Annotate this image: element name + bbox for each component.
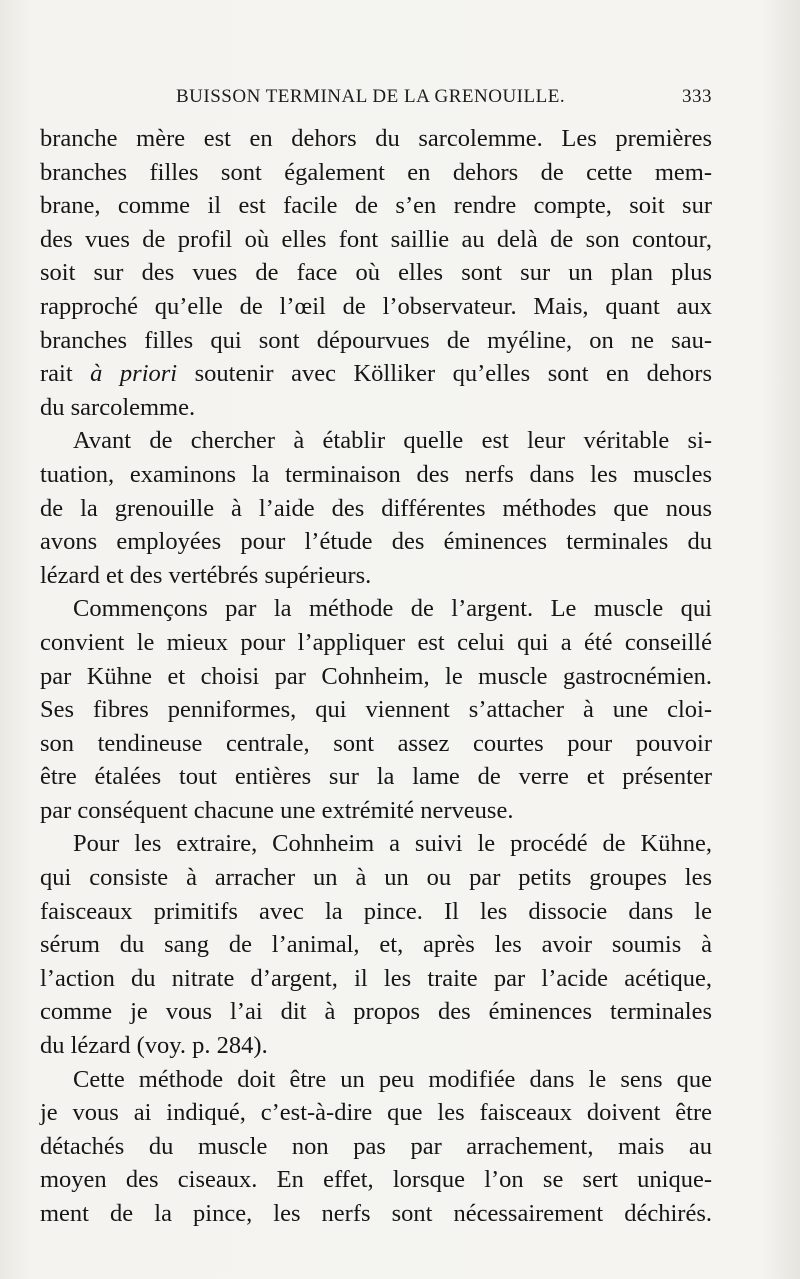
text-line: être étalées tout entières sur la lame de verre et présenter bbox=[40, 763, 712, 791]
text-line: moyen des ciseaux. En effet, lorsque l’on se sert unique- bbox=[40, 1166, 712, 1194]
text-line: rapproché qu’elle de l’œil de l’observateur. Mais, quant aux bbox=[40, 292, 712, 320]
text-line: tuation, examinons la terminaison des nerfs dans les muscles bbox=[40, 460, 712, 488]
text-line: Pour les extraire, Cohnheim a suivi le procédé de Kühne, bbox=[73, 830, 712, 858]
text-line: convient le mieux pour l’appliquer est celui qui a été conseillé bbox=[40, 628, 712, 656]
text-line: avons employées pour l’étude des éminences terminales du bbox=[40, 528, 712, 556]
italic-phrase: à priori bbox=[90, 360, 178, 388]
text-line: lézard et des vertébrés supérieurs. bbox=[40, 561, 372, 589]
text-line: qui consiste à arracher un à un ou par petits groupes les bbox=[40, 864, 712, 892]
text-line: des vues de profil où elles font saillie au delà de son contour, bbox=[40, 225, 712, 253]
text-line: branche mère est en dehors du sarcolemme. Les premières bbox=[40, 125, 712, 152]
text-line: comme je vous l’ai dit à propos des éminences terminales bbox=[40, 998, 712, 1026]
text-line: détachés du muscle non pas par arrachement, mais au bbox=[40, 1132, 712, 1160]
running-header bbox=[40, 86, 712, 116]
text-line: brane, comme il est facile de s’en rendre compte, soit sur bbox=[40, 192, 712, 220]
text-line: ment de la pince, les nerfs sont nécessairement déchirés. bbox=[40, 1200, 712, 1227]
running-title: BUISSON TERMINAL DE LA GRENOUILLE. bbox=[176, 86, 566, 107]
text-line: l’action du nitrate d’argent, il les traite par l’acide acétique, bbox=[40, 964, 712, 992]
text-line: faisceaux primitifs avec la pince. Il les dissocie dans le bbox=[40, 897, 712, 925]
text-line: je vous ai indiqué, c’est-à-dire que les faisceaux doivent être bbox=[40, 1099, 712, 1127]
text-line: son tendineuse centrale, sont assez courtes pour pouvoir bbox=[40, 729, 712, 757]
text-line: branches filles sont également en dehors de cette mem- bbox=[40, 158, 712, 186]
text-line: du lézard (voy. p. 284). bbox=[40, 1032, 268, 1060]
text-line: sérum du sang de l’animal, et, après les avoir soumis à bbox=[40, 931, 712, 959]
text-line: Ses fibres penniformes, qui viennent s’attacher à une cloi- bbox=[40, 696, 712, 724]
text-line: du sarcolemme. bbox=[40, 393, 196, 421]
body-text bbox=[40, 122, 712, 1231]
text-line: branches filles qui sont dépourvues de myéline, on ne sau- bbox=[40, 326, 712, 354]
text-line: Cette méthode doit être un peu modifiée dans le sens que bbox=[73, 1065, 712, 1093]
text-line: rait à priori soutenir avec Kölliker qu’elles sont en dehors bbox=[40, 360, 712, 388]
text-line: Commençons par la méthode de l’argent. Le muscle qui bbox=[73, 595, 712, 623]
text-line: de la grenouille à l’aide des différentes méthodes que nous bbox=[40, 494, 712, 522]
text-line: par Kühne et choisi par Cohnheim, le muscle gastrocnémien. bbox=[40, 662, 712, 690]
text-line: Avant de chercher à établir quelle est leur véritable si- bbox=[73, 427, 712, 455]
page-number: 333 bbox=[682, 86, 712, 107]
text-line: par conséquent chacune une extrémité nerveuse. bbox=[40, 796, 514, 824]
text-line: soit sur des vues de face où elles sont sur un plan plus bbox=[40, 259, 712, 287]
